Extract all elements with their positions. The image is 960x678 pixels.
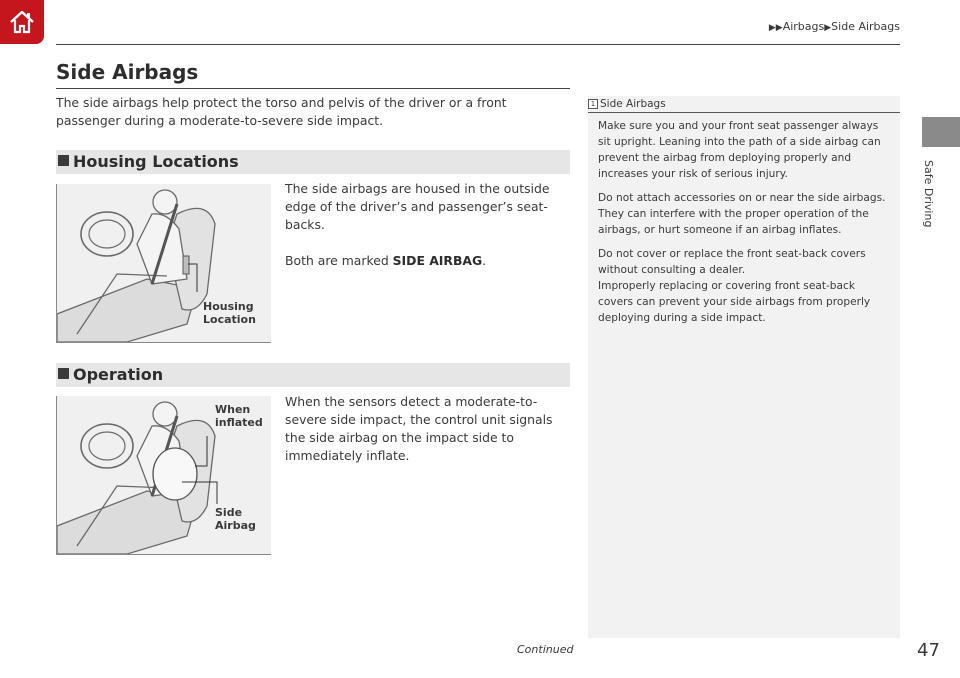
callout-line: Airbag (215, 519, 256, 532)
home-icon (8, 8, 36, 36)
callout-when-inflated (215, 403, 263, 429)
side-airbag-marking: SIDE AIRBAG (392, 253, 483, 268)
operation-paragraph: When the sensors detect a moderate-to-severe side impact, the control unit signals the side airbag on the impact side to immediately inflate. (285, 394, 553, 463)
marking-suffix: . (482, 253, 487, 268)
marking-prefix: Both are marked (285, 253, 393, 268)
housing-text (285, 180, 570, 270)
breadcrumb-item-side-airbags[interactable]: Side Airbags (831, 20, 900, 33)
sidebar-body (598, 118, 890, 334)
chapter-label[interactable] (921, 160, 951, 270)
housing-paragraph-1: The side airbags are housed in the outside edge of the driver’s and passenger’s seat-backs. (285, 181, 550, 232)
housing-paragraph-2 (285, 252, 570, 270)
page-title: Side Airbags (56, 60, 199, 84)
sidebar-paragraph: Do not cover or replace the front seat-back covers without consulting a dealer. (598, 248, 866, 276)
callout-line: inflated (215, 416, 263, 429)
triangle-right-icon: ▶ (824, 23, 832, 33)
square-bullet-icon (58, 368, 69, 379)
chapter-tab[interactable] (922, 117, 960, 147)
breadcrumb (769, 20, 900, 33)
section-heading-housing (56, 150, 570, 174)
title-divider (56, 88, 570, 89)
callout-line: Side (215, 506, 243, 519)
reference-icon: 1 (588, 99, 598, 109)
callout-side-airbag (215, 506, 256, 532)
square-bullet-icon (58, 155, 69, 166)
sidebar-title: Side Airbags (600, 98, 666, 110)
continued-label: Continued (517, 643, 574, 656)
sidebar-paragraph: Do not attach accessories on or near the side airbags. They can interfere with the proper operation of the airbags, or hurt someone if an airbag inflates. (598, 192, 886, 236)
section-heading-operation (56, 363, 570, 387)
callout-line: Location (203, 313, 256, 326)
intro-paragraph: The side airbags help protect the torso and pelvis of the driver or a front passenger during a moderate-to-severe side impact. (56, 95, 507, 128)
breadcrumb-item-airbags[interactable]: Airbags (782, 20, 825, 33)
triangle-right-icon: ▶▶ (768, 23, 783, 33)
section-heading-label: Housing Locations (73, 152, 239, 171)
sidebar-heading (588, 96, 900, 113)
home-button[interactable] (0, 0, 44, 44)
callout-line: When (215, 403, 251, 416)
chapter-label-text: Safe Driving (922, 160, 935, 228)
callout-line: Housing (203, 300, 254, 313)
section-heading-label: Operation (73, 365, 164, 384)
page-number: 47 (917, 640, 940, 661)
callout-housing-location (203, 300, 256, 326)
sidebar-paragraph: Make sure you and your front seat passenger always sit upright. Leaning into the path of a side airbag can prevent the airbag from deploying properly and increases your risk of serious injury. (598, 120, 881, 180)
header-divider (56, 44, 900, 45)
sidebar-paragraph: Improperly replacing or covering front seat-back covers can prevent your side airbags from properly deploying during a side impact. (598, 280, 871, 324)
sidebar-note (588, 96, 900, 638)
